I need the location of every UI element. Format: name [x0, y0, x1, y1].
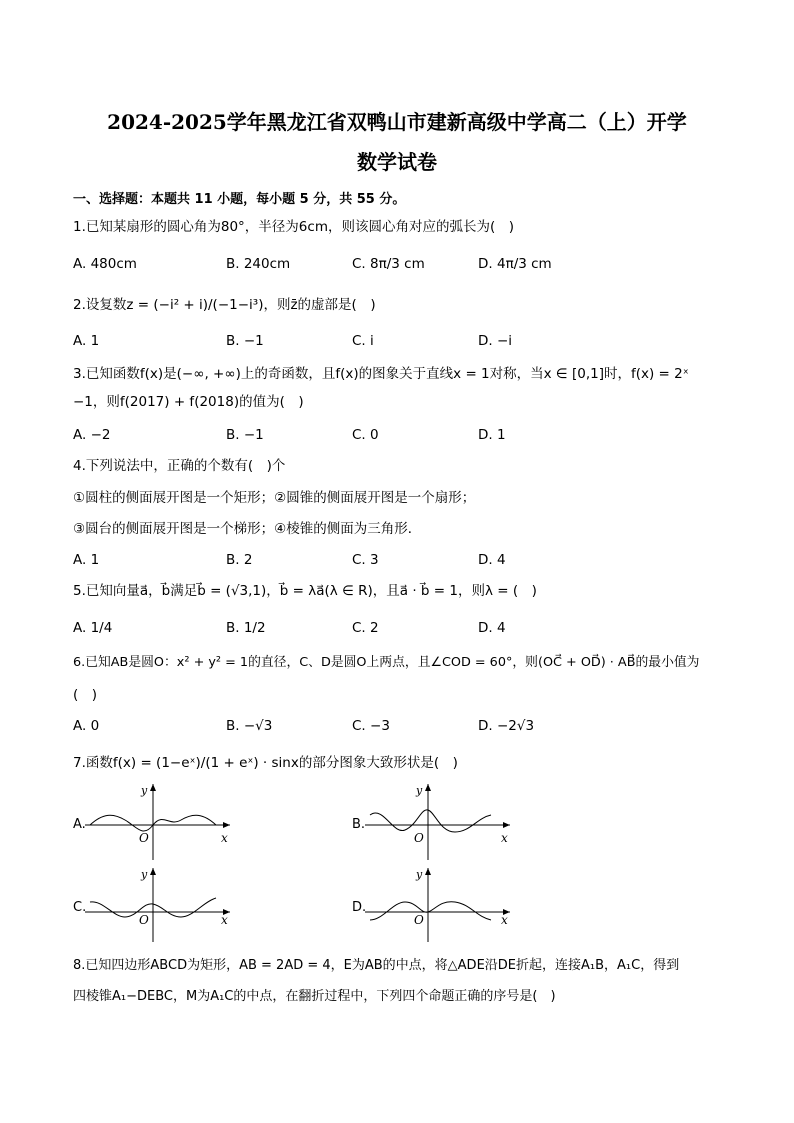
section-heading: 一、选择题：本题共 11 小题，每小题 5 分，共 55 分。 — [73, 192, 406, 207]
graph-a-y-arrow — [150, 784, 156, 791]
graph-b-y-label: y — [416, 784, 423, 797]
graph-d-origin-label: O — [414, 913, 424, 927]
q1-option-d: D. 4π/3 cm — [478, 256, 552, 272]
question-4: 4.下列说法中，正确的个数有( )个 — [73, 458, 286, 474]
question-7: 7.函数f(x) = (1−eˣ)/(1 + eˣ) · sinx的部分图象大致形状是( ) — [73, 755, 458, 771]
graph-b-x-label: x — [501, 831, 508, 845]
graph-a-x-arrow — [223, 822, 230, 828]
graph-c-letter: C. — [73, 900, 87, 915]
q4-option-d: D. 4 — [478, 552, 506, 568]
question-1: 1.已知某扇形的圆心角为80°，半径为6cm，则该圆心角对应的弧长为( ) — [73, 219, 515, 235]
q6-option-a: A. 0 — [73, 718, 100, 734]
q2-option-b: B. −1 — [226, 333, 264, 349]
q5-option-d: D. 4 — [478, 620, 506, 636]
question-5: 5.已知向量a⃗，b⃗满足b⃗ = (√3,1)，b⃗ = λa⃗(λ ∈ R)，且a⃗ · b⃗ = 1，则λ = ( ) — [73, 583, 537, 599]
graph-c-origin-label: O — [139, 913, 149, 927]
exam-title-line2: 数学试卷 — [357, 150, 437, 174]
question-6-line2: ( ) — [73, 687, 98, 703]
q4-option-b: B. 2 — [226, 552, 253, 568]
graph-c — [85, 862, 235, 942]
graph-b-origin-label: O — [414, 831, 424, 845]
question-4-statements-1: ①圆柱的侧面展开图是一个矩形；②圆锥的侧面展开图是一个扇形； — [73, 490, 476, 506]
question-3-line1: 3.已知函数f(x)是(−∞, +∞)上的奇函数，且f(x)的图象关于直线x = 1对称，当x ∈ [0,1]时，f(x) = 2ˣ — [73, 366, 689, 382]
question-3-line2: −1，则f(2017) + f(2018)的值为( ) — [73, 394, 304, 410]
graph-b-curve — [370, 810, 491, 832]
graph-d-curve — [370, 902, 491, 920]
question-8-line2: 四棱锥A₁−DEBC，M为A₁C的中点，在翻折过程中，下列四个命题正确的序号是( ) — [73, 989, 556, 1004]
graph-a — [85, 780, 235, 860]
graph-b — [365, 780, 515, 860]
q1-option-a: A. 480cm — [73, 256, 137, 272]
graph-a-y-label: y — [141, 784, 148, 797]
q4-option-c: C. 3 — [352, 552, 379, 568]
graph-a-origin-label: O — [139, 831, 149, 845]
q3-option-d: D. 1 — [478, 427, 506, 443]
graph-b-x-arrow — [503, 822, 510, 828]
q6-option-c: C. −3 — [352, 718, 390, 734]
graph-d-letter: D. — [352, 900, 367, 915]
graph-a-letter: A. — [73, 817, 86, 832]
q6-option-b: B. −√3 — [226, 718, 273, 734]
graph-d-y-label: y — [416, 868, 423, 881]
q6-option-d: D. −2√3 — [478, 718, 535, 734]
q5-option-c: C. 2 — [352, 620, 379, 636]
graph-d-x-label: x — [501, 913, 508, 927]
graph-b-letter: B. — [352, 817, 366, 832]
graph-c-x-label: x — [221, 913, 228, 927]
q3-option-b: B. −1 — [226, 427, 264, 443]
q1-option-c: C. 8π/3 cm — [352, 256, 425, 272]
q1-option-b: B. 240cm — [226, 256, 291, 272]
q5-option-a: A. 1/4 — [73, 620, 113, 636]
graph-c-y-arrow — [150, 868, 156, 875]
q5-option-b: B. 1/2 — [226, 620, 266, 636]
question-2: 2.设复数z = (−i² + i)/(−1−i³)，则z̄的虚部是( ) — [73, 297, 376, 313]
question-8-line1: 8.已知四边形ABCD为矩形，AB = 2AD = 4，E为AB的中点，将△ADE沿DE折起，连接A₁B，A₁C，得到 — [73, 958, 680, 973]
graph-a-x-label: x — [221, 831, 228, 845]
q3-option-a: A. −2 — [73, 427, 111, 443]
q3-option-c: C. 0 — [352, 427, 379, 443]
graph-c-y-label: y — [141, 868, 148, 881]
exam-title-line1: 2024-2025学年黑龙江省双鸭山市建新高级中学高二（上）开学 — [107, 110, 687, 134]
graph-d-y-arrow — [425, 868, 431, 875]
graph-b-y-arrow — [425, 784, 431, 791]
question-6-line1: 6.已知AB是圆O：x² + y² = 1的直径，C、D是圆O上两点，且∠COD = 60°，则(OC⃗ + OD⃗) · AB⃗的最小值为 — [73, 655, 700, 670]
q4-option-a: A. 1 — [73, 552, 100, 568]
q2-option-c: C. i — [352, 333, 374, 349]
graph-d — [365, 862, 515, 942]
question-4-statements-2: ③圆台的侧面展开图是一个梯形；④棱锥的侧面为三角形． — [73, 521, 422, 537]
q2-option-d: D. −i — [478, 333, 513, 349]
q2-option-a: A. 1 — [73, 333, 100, 349]
